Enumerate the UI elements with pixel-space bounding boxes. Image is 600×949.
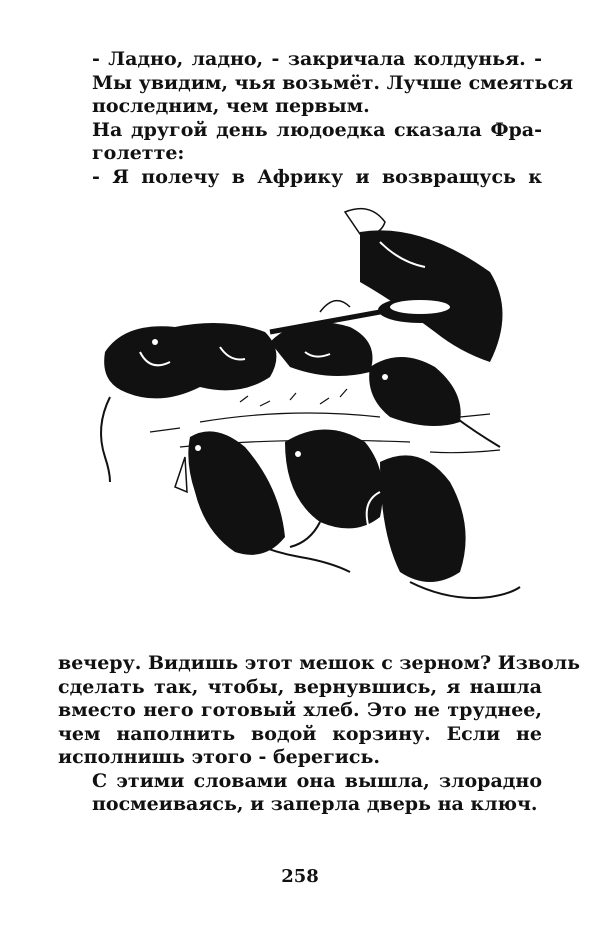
text-line: - Я полечу в Африку и возвращусь к	[92, 165, 542, 188]
page-number: 258	[281, 866, 319, 887]
text-line: С этими словами она вышла, злорадно	[92, 769, 542, 792]
text-line: посмеиваясь, и заперла дверь на ключ.	[92, 793, 538, 815]
text-line: чем наполнить водой корзину. Если не	[58, 722, 542, 745]
text-line: голетте:	[92, 142, 185, 164]
text-line: На другой день людоедка сказала Фра-	[92, 118, 542, 141]
text-line: вместо него готовый хлеб. Это не труднее,	[58, 699, 542, 721]
lower-text-block	[58, 652, 580, 817]
text-line: вечеру. Видишь этот мешок с зерном? Изволь	[58, 652, 580, 674]
paragraph-next-day	[58, 119, 542, 166]
text-line: исполнишь этого - берегись.	[58, 746, 380, 768]
rat-right	[369, 357, 500, 447]
text-line: последним, чем первым.	[92, 95, 370, 117]
paragraph-continued	[58, 652, 580, 770]
rat-front-right	[367, 455, 520, 598]
upper-text-block	[58, 48, 574, 189]
text-line: - Ладно, ладно, - закричала колдунья. -	[92, 48, 542, 70]
text-line: Мы увидим, чья возьмёт. Лучше смеяться	[92, 71, 574, 94]
paragraph-africa	[58, 166, 542, 190]
text-line: сделать так, чтобы, вернувшись, я нашла	[58, 675, 542, 698]
paragraph-witch-reply	[58, 48, 574, 119]
paragraph-she-left	[58, 770, 542, 817]
rats-illustration	[80, 192, 525, 624]
